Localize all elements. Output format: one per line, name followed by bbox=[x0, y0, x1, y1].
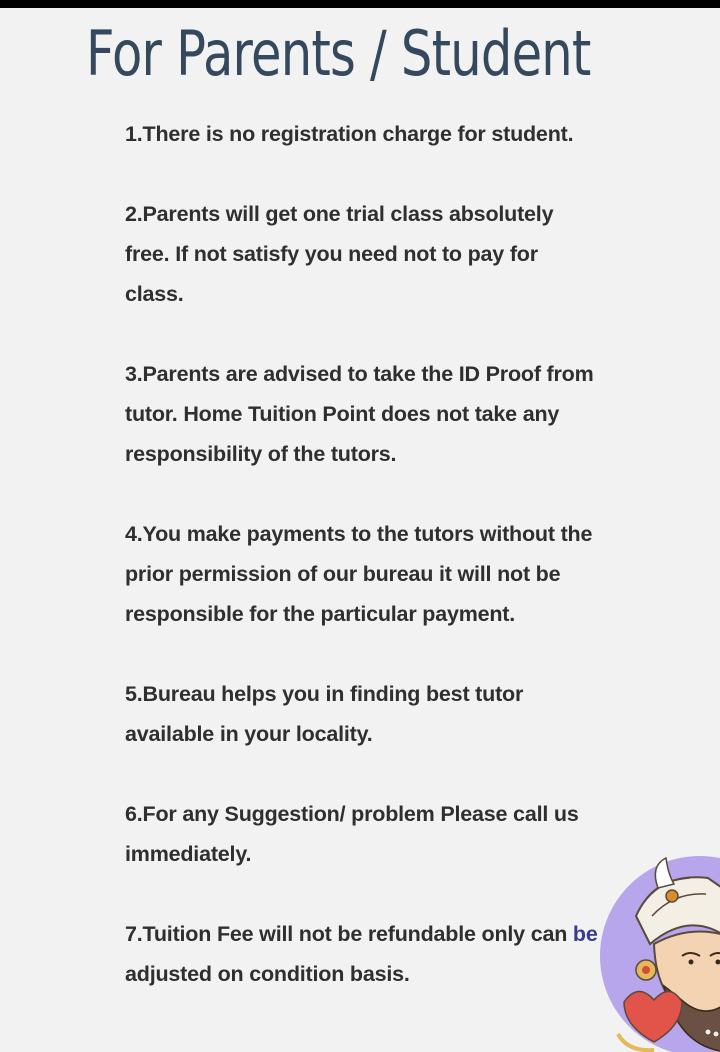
rule-line: 6.For any Suggestion/ problem Please call us bbox=[125, 802, 579, 826]
rule-line: 3.Parents are advised to take the ID Proof from bbox=[125, 362, 594, 386]
rule-line: tutor. Home Tuition Point does not take any bbox=[125, 402, 559, 426]
rule-line: responsible for the particular payment. bbox=[125, 602, 515, 626]
page-title: For Parents / Student bbox=[86, 14, 591, 94]
rule-item bbox=[125, 674, 645, 754]
rule-line: responsibility of the tutors. bbox=[125, 442, 396, 466]
rule-item bbox=[125, 194, 645, 314]
rule-line: immediately. bbox=[125, 842, 251, 866]
cartoon-king-illustration-icon bbox=[598, 852, 720, 1052]
rule-line: 4.You make payments to the tutors without the bbox=[125, 522, 592, 546]
rule-line: free. If not satisfy you need not to pay for bbox=[125, 242, 538, 266]
rule-line: 5.Bureau helps you in finding best tutor bbox=[125, 682, 523, 706]
rule-item bbox=[125, 794, 645, 874]
rules-list bbox=[125, 114, 645, 1034]
rule-item bbox=[125, 914, 645, 994]
rule-line: adjusted on condition basis. bbox=[125, 962, 410, 986]
rule-line: prior permission of our bureau it will not be bbox=[125, 562, 560, 586]
rule-line: 1.There is no registration charge for student. bbox=[125, 122, 573, 146]
rule-highlight-word: be bbox=[573, 922, 598, 946]
rule-line: available in your locality. bbox=[125, 722, 373, 746]
rule-line: 2.Parents will get one trial class absolutely bbox=[125, 202, 553, 226]
rule-line: class. bbox=[125, 282, 184, 306]
rule-line: 7.Tuition Fee will not be refundable only can bbox=[125, 922, 573, 946]
rule-item bbox=[125, 514, 645, 634]
rule-item bbox=[125, 354, 645, 474]
rule-item bbox=[125, 114, 645, 154]
top-status-bar bbox=[0, 0, 720, 8]
